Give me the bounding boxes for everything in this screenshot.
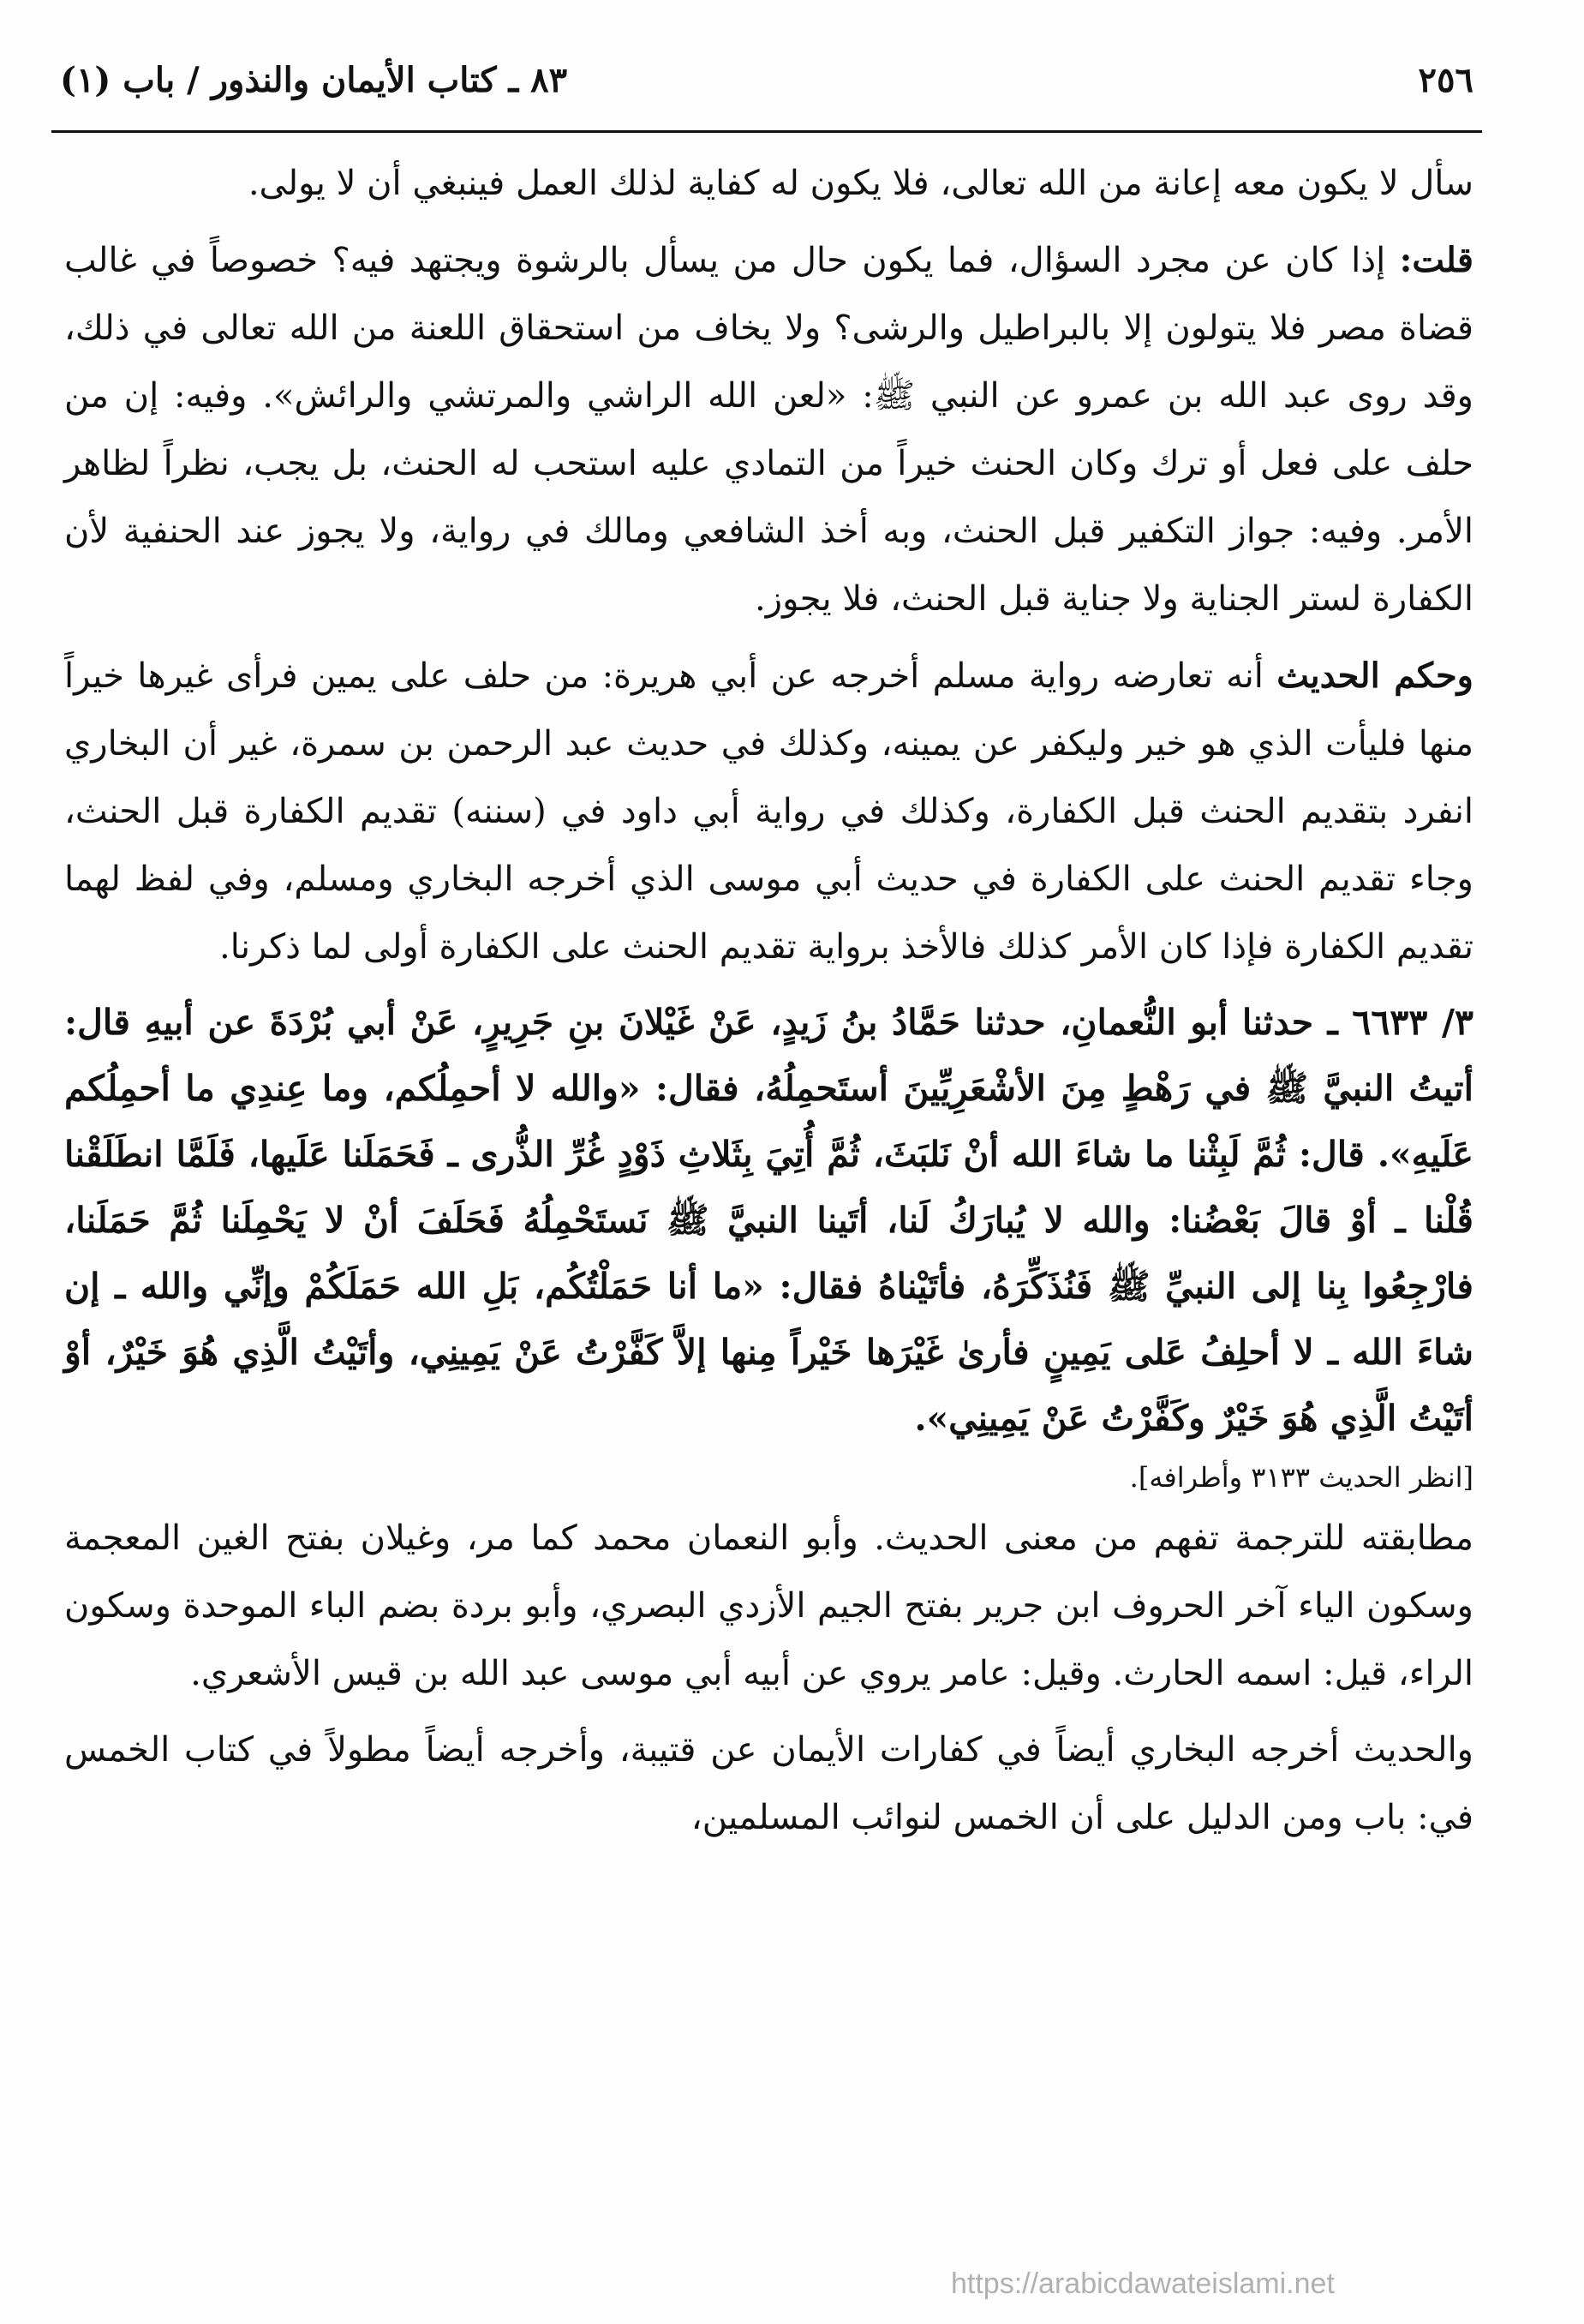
paragraph-4: مطابقته للترجمة تفهم من معنى الحديث. وأبو النعمان محمد كما مر، وغيلان بفتح الغين المعجمة وسكون الياء آخر الحروف ابن جرير بفتح الجيم الأزدي البصري، وأبو بردة بضم الباء الموحدة وسكون الراء، قيل: اسمه الحارث. وقيل: عامر يروي عن أبيه أبي موسى عبد الله بن قيس الأشعري. [64,1518,1473,1693]
paragraph-3-lead: وحكم الحديث [1276,656,1473,696]
paragraph-2 [64,226,1473,633]
paragraph-3-text: أنه تعارضه رواية مسلم أخرجه عن أبي هريرة: من حلف على يمين فرأى غيرها خيراً منها فليأت الذي هو خير وليكفر عن يمينه، وكذلك في حديث عبد الرحمن بن سمرة، غير أن البخاري انفرد بتقديم الحنث قبل الكفارة، وكذلك في رواية أبي داود في (سننه) تقديم الكفارة قبل الحنث، وجاء تقديم الحنث على الكفارة في حديث أبي موسى الذي أخرجه البخاري ومسلم، وفي لفظ لهما تقديم الكفارة فإذا كان الأمر كذلك فالأخذ برواية تقديم الحنث على الكفارة أولى لما ذكرنا. [64,656,1474,967]
paragraph-2-text: إذا كان عن مجرد السؤال، فما يكون حال من يسأل بالرشوة ويجتهد فيه؟ خصوصاً في غالب قضاة مصر فلا يتولون إلا بالبراطيل والرشى؟ ولا يخاف من استحقاق اللعنة من الله تعالى في ذلك، وقد روى عبد الله بن عمرو عن النبي ﷺ: «لعن الله الراشي والمرتشي والرائش». وفيه: إن من حلف على فعل أو ترك وكان الحنث خيراً من التمادي عليه استحب له الحنث، بل يجب، نظراً لظاهر الأمر. وفيه: جواز التكفير قبل الحنث، وبه أخذ الشافعي ومالك في رواية، ولا يجوز عند الحنفية لأن الكفارة لستر الجناية ولا جناية قبل الحنث، فلا يجوز. [64,241,1473,619]
page-body [64,150,1473,1860]
paragraph-5: والحديث أخرجه البخاري أيضاً في كفارات الأيمان عن قتيبة، وأخرجه أيضاً مطولاً في كتاب الخمس في: باب ومن الدليل على أن الخمس لنوائب المسلمين، [64,1730,1473,1837]
paragraph-1: سأل لا يكون معه إعانة من الله تعالى، فلا يكون له كفاية لذلك العمل فينبغي أن لا يولى. [248,164,1473,203]
paragraph-3 [64,642,1473,981]
hadith-text: ٣/ ٦٦٣٣ ـ حدثنا أبو النُّعمانِ، حدثنا حَمَّادُ بنُ زَيدٍ، عَنْ غَيْلانَ بنِ جَرِيرٍ، عَنْ أبي بُرْدَةَ عن أبيهِ قال: أتيتُ النبيَّ ﷺ في رَهْطٍ مِنَ الأشْعَرِيِّينَ أستَحمِلُهُ، فقال: «والله لا أحمِلُكم، وما عِندِي ما أحمِلُكم عَلَيهِ». قال: ثُمَّ لَبِثْنا ما شاءَ الله أنْ نَلبَثَ، ثُمَّ أُتِيَ بِثَلاثِ ذَوْدٍ غُرِّ الذُّرى ـ فَحَمَلَنا عَلَيها، فَلَمَّا انطَلَقْنا قُلْنا ـ أوْ قالَ بَعْضُنا: والله لا يُبارَكُ لَنا، أتَينا النبيَّ ﷺ نَستَحْمِلُهُ فَحَلَفَ أنْ لا يَحْمِلَنا ثُمَّ حَمَلَنا، فارْجِعُوا بِنا إلى النبيِّ ﷺ فَنُذَكِّرَهُ، فأتَيْناهُ فقال: «ما أنا حَمَلْتُكُم، بَلِ الله حَمَلَكُمْ وإنِّي والله ـ إن شاءَ الله ـ لا أحلِفُ عَلى يَمِينٍ فأرىٰ غَيْرَها خَيْراً مِنها إلاَّ كَفَّرْتُ عَنْ يَمِينِي، وأتَيْتُ الَّذِي هُوَ خَيْرٌ، أوْ أتَيْتُ الَّذِي هُوَ خَيْرٌ وكَفَّرْتُ عَنْ يَمِينِي». [64,1002,1474,1439]
hadith-reference: [انظر الحديث ٣١٣٣ وأطرافه]. [1129,1461,1473,1494]
page-header [60,51,1473,111]
watermark-url: https://arabicdawateislami.net [951,2267,1335,2300]
page-number: ٢٥٦ [1418,60,1473,100]
paragraph-2-lead: قلت: [1399,240,1474,280]
header-rule [51,130,1482,133]
running-title: ٨٣ ـ كتاب الأيمان والنذور / باب (١) [60,60,568,100]
